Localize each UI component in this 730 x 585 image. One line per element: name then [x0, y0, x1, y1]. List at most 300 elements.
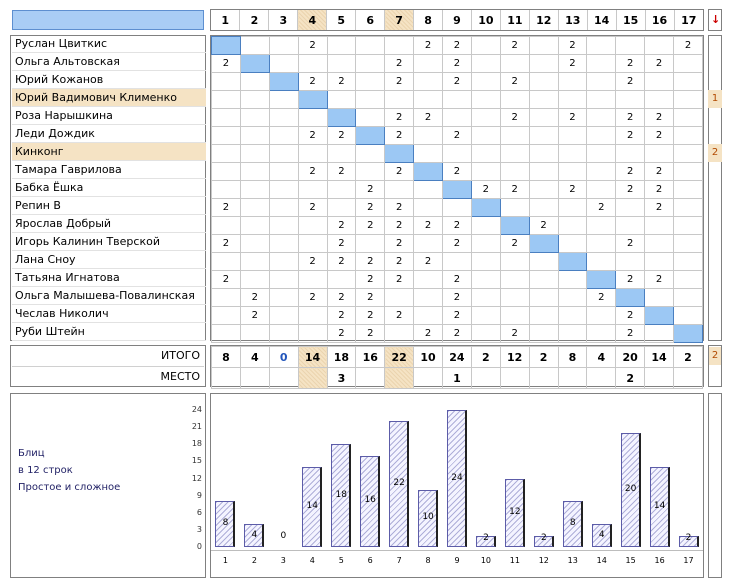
score-cell[interactable] [471, 307, 500, 325]
score-cell[interactable]: 2 [674, 37, 703, 55]
score-cell[interactable] [240, 235, 269, 253]
score-cell[interactable] [212, 145, 241, 163]
score-cell[interactable]: 2 [443, 235, 472, 253]
score-cell[interactable]: 2 [327, 217, 356, 235]
score-cell[interactable] [500, 271, 529, 289]
score-cell[interactable] [327, 199, 356, 217]
score-cell[interactable] [674, 217, 703, 235]
score-cell[interactable] [587, 235, 616, 253]
score-cell[interactable] [269, 37, 298, 55]
score-cell[interactable] [269, 109, 298, 127]
score-cell[interactable]: 2 [356, 289, 385, 307]
score-cell[interactable]: 2 [385, 217, 414, 235]
score-cell[interactable] [587, 109, 616, 127]
score-cell[interactable]: 2 [645, 55, 674, 73]
score-cell[interactable]: 2 [212, 235, 241, 253]
score-cell[interactable]: 2 [298, 163, 327, 181]
score-cell[interactable] [327, 271, 356, 289]
score-cell[interactable] [327, 91, 356, 109]
score-cell[interactable] [356, 37, 385, 55]
score-cell[interactable]: 2 [645, 271, 674, 289]
score-cell[interactable] [500, 163, 529, 181]
score-cell[interactable] [385, 91, 414, 109]
diagonal-cell[interactable] [529, 235, 558, 253]
score-cell[interactable] [616, 37, 645, 55]
score-cell[interactable] [587, 73, 616, 91]
score-cell[interactable]: 2 [385, 55, 414, 73]
score-cell[interactable] [529, 109, 558, 127]
diagonal-cell[interactable] [645, 307, 674, 325]
score-cell[interactable]: 2 [443, 73, 472, 91]
score-cell[interactable] [212, 91, 241, 109]
diagonal-cell[interactable] [414, 163, 443, 181]
score-cell[interactable] [500, 307, 529, 325]
score-cell[interactable]: 2 [558, 109, 587, 127]
score-cell[interactable] [414, 235, 443, 253]
score-cell[interactable] [645, 217, 674, 235]
diagonal-cell[interactable] [471, 199, 500, 217]
score-cell[interactable] [529, 181, 558, 199]
score-cell[interactable] [558, 127, 587, 145]
score-cell[interactable] [471, 253, 500, 271]
score-cell[interactable] [212, 109, 241, 127]
score-cell[interactable]: 2 [471, 181, 500, 199]
score-cell[interactable] [471, 109, 500, 127]
score-cell[interactable] [240, 325, 269, 343]
score-cell[interactable]: 2 [385, 127, 414, 145]
score-cell[interactable] [269, 289, 298, 307]
participant-name[interactable]: Тамара Гаврилова [12, 161, 206, 179]
score-cell[interactable]: 2 [356, 253, 385, 271]
score-cell[interactable] [356, 235, 385, 253]
score-cell[interactable] [471, 127, 500, 145]
score-cell[interactable] [674, 55, 703, 73]
score-cell[interactable] [558, 91, 587, 109]
score-cell[interactable]: 2 [443, 55, 472, 73]
score-cell[interactable] [212, 289, 241, 307]
score-cell[interactable] [269, 145, 298, 163]
score-cell[interactable]: 2 [212, 199, 241, 217]
column-header[interactable]: 6 [356, 10, 385, 30]
participant-name[interactable]: Юрий Кожанов [12, 71, 206, 89]
score-cell[interactable]: 2 [558, 181, 587, 199]
score-cell[interactable] [587, 217, 616, 235]
score-cell[interactable] [587, 37, 616, 55]
score-cell[interactable]: 2 [298, 37, 327, 55]
score-cell[interactable] [558, 235, 587, 253]
column-header[interactable]: 2 [240, 10, 269, 30]
column-header[interactable]: 7 [385, 10, 414, 30]
score-cell[interactable]: 2 [414, 325, 443, 343]
score-cell[interactable] [240, 163, 269, 181]
score-cell[interactable]: 2 [443, 325, 472, 343]
score-cell[interactable] [587, 307, 616, 325]
score-cell[interactable] [529, 145, 558, 163]
score-cell[interactable]: 2 [616, 325, 645, 343]
column-header[interactable]: 11 [500, 10, 529, 30]
score-cell[interactable]: 2 [500, 235, 529, 253]
score-cell[interactable] [558, 289, 587, 307]
score-cell[interactable] [240, 271, 269, 289]
score-cell[interactable]: 2 [616, 307, 645, 325]
score-cell[interactable] [212, 307, 241, 325]
score-cell[interactable] [645, 145, 674, 163]
score-cell[interactable] [240, 73, 269, 91]
score-cell[interactable] [240, 109, 269, 127]
score-cell[interactable] [356, 91, 385, 109]
score-cell[interactable] [269, 271, 298, 289]
score-cell[interactable] [414, 91, 443, 109]
score-cell[interactable] [674, 145, 703, 163]
score-cell[interactable]: 2 [616, 55, 645, 73]
score-cell[interactable] [356, 163, 385, 181]
column-header[interactable]: 9 [443, 10, 472, 30]
column-header[interactable]: 12 [529, 10, 558, 30]
diagonal-cell[interactable] [212, 37, 241, 55]
score-cell[interactable]: 2 [443, 127, 472, 145]
score-cell[interactable] [616, 91, 645, 109]
score-cell[interactable] [298, 307, 327, 325]
score-cell[interactable] [212, 181, 241, 199]
score-cell[interactable]: 2 [298, 73, 327, 91]
diagonal-cell[interactable] [500, 217, 529, 235]
score-cell[interactable] [529, 55, 558, 73]
participant-name[interactable]: Бабка Ёшка [12, 179, 206, 197]
score-cell[interactable] [500, 253, 529, 271]
score-cell[interactable] [414, 199, 443, 217]
score-cell[interactable] [269, 199, 298, 217]
score-cell[interactable]: 2 [616, 271, 645, 289]
score-cell[interactable] [240, 181, 269, 199]
arrow-down-icon[interactable]: ↓ [711, 13, 721, 26]
score-cell[interactable] [645, 235, 674, 253]
participant-name[interactable]: Игорь Калинин Тверской [12, 233, 206, 251]
score-cell[interactable] [500, 91, 529, 109]
score-cell[interactable]: 2 [645, 199, 674, 217]
diagonal-cell[interactable] [558, 253, 587, 271]
score-cell[interactable] [269, 163, 298, 181]
column-header[interactable]: 17 [674, 10, 703, 30]
participant-name[interactable]: Ольга Малышева-Повалинская [12, 287, 206, 305]
score-cell[interactable] [212, 253, 241, 271]
score-cell[interactable] [298, 217, 327, 235]
score-cell[interactable] [529, 199, 558, 217]
score-cell[interactable] [558, 307, 587, 325]
score-cell[interactable] [269, 325, 298, 343]
score-cell[interactable] [443, 109, 472, 127]
score-cell[interactable] [269, 55, 298, 73]
score-cell[interactable] [327, 181, 356, 199]
diagonal-cell[interactable] [240, 55, 269, 73]
score-cell[interactable]: 2 [616, 181, 645, 199]
participant-name[interactable]: Роза Нарышкина [12, 107, 206, 125]
score-cell[interactable] [558, 217, 587, 235]
score-cell[interactable] [240, 145, 269, 163]
score-cell[interactable] [356, 109, 385, 127]
score-cell[interactable] [645, 37, 674, 55]
score-cell[interactable]: 2 [587, 199, 616, 217]
score-cell[interactable] [558, 163, 587, 181]
score-cell[interactable] [385, 325, 414, 343]
score-cell[interactable]: 2 [645, 109, 674, 127]
score-cell[interactable] [414, 73, 443, 91]
score-cell[interactable] [443, 253, 472, 271]
score-cell[interactable] [587, 163, 616, 181]
score-cell[interactable] [414, 307, 443, 325]
score-cell[interactable] [645, 91, 674, 109]
score-cell[interactable]: 2 [356, 181, 385, 199]
score-cell[interactable]: 2 [443, 271, 472, 289]
score-cell[interactable] [616, 217, 645, 235]
score-cell[interactable]: 2 [616, 127, 645, 145]
score-cell[interactable] [327, 37, 356, 55]
score-cell[interactable]: 2 [298, 199, 327, 217]
participant-name[interactable]: Юрий Вадимович Клименко [12, 89, 206, 107]
score-cell[interactable] [674, 289, 703, 307]
diagonal-cell[interactable] [269, 73, 298, 91]
column-header[interactable]: 1 [221, 13, 230, 27]
score-cell[interactable]: 2 [327, 73, 356, 91]
score-cell[interactable] [674, 73, 703, 91]
diagonal-cell[interactable] [327, 109, 356, 127]
score-cell[interactable] [240, 199, 269, 217]
score-cell[interactable]: 2 [443, 163, 472, 181]
score-cell[interactable] [471, 145, 500, 163]
score-cell[interactable] [674, 307, 703, 325]
score-cell[interactable] [414, 127, 443, 145]
diagonal-cell[interactable] [356, 127, 385, 145]
score-cell[interactable] [269, 181, 298, 199]
column-header[interactable]: 5 [327, 10, 356, 30]
score-cell[interactable] [240, 37, 269, 55]
score-cell[interactable] [616, 199, 645, 217]
score-cell[interactable] [587, 253, 616, 271]
score-cell[interactable] [529, 163, 558, 181]
score-cell[interactable]: 2 [356, 325, 385, 343]
diagonal-cell[interactable] [674, 325, 703, 343]
score-cell[interactable] [443, 91, 472, 109]
score-cell[interactable] [414, 181, 443, 199]
score-cell[interactable] [558, 271, 587, 289]
score-cell[interactable]: 2 [327, 127, 356, 145]
score-cell[interactable] [385, 37, 414, 55]
score-cell[interactable]: 2 [385, 235, 414, 253]
score-cell[interactable]: 2 [558, 37, 587, 55]
score-cell[interactable] [471, 55, 500, 73]
score-cell[interactable] [269, 235, 298, 253]
score-cell[interactable]: 2 [443, 307, 472, 325]
participant-name[interactable]: Лана Сноу [12, 251, 206, 269]
score-cell[interactable] [327, 55, 356, 73]
score-cell[interactable] [529, 91, 558, 109]
participant-name[interactable]: Чеслав Николич [12, 305, 206, 323]
score-cell[interactable] [356, 55, 385, 73]
score-cell[interactable] [298, 145, 327, 163]
score-cell[interactable] [500, 199, 529, 217]
score-cell[interactable]: 2 [616, 163, 645, 181]
score-cell[interactable]: 2 [443, 217, 472, 235]
score-cell[interactable] [529, 253, 558, 271]
score-cell[interactable]: 2 [385, 163, 414, 181]
score-cell[interactable]: 2 [356, 271, 385, 289]
score-cell[interactable] [471, 325, 500, 343]
score-cell[interactable] [240, 253, 269, 271]
score-cell[interactable]: 2 [500, 109, 529, 127]
score-cell[interactable] [298, 235, 327, 253]
score-cell[interactable] [616, 145, 645, 163]
column-header[interactable]: 16 [645, 10, 674, 30]
score-cell[interactable] [674, 253, 703, 271]
score-cell[interactable] [269, 217, 298, 235]
score-cell[interactable] [414, 55, 443, 73]
score-cell[interactable] [674, 91, 703, 109]
column-header[interactable]: 8 [414, 10, 443, 30]
score-cell[interactable] [443, 145, 472, 163]
score-cell[interactable] [471, 37, 500, 55]
score-cell[interactable] [558, 325, 587, 343]
score-cell[interactable]: 2 [298, 127, 327, 145]
score-cell[interactable]: 2 [385, 253, 414, 271]
column-header[interactable]: 13 [558, 10, 587, 30]
score-cell[interactable] [674, 127, 703, 145]
score-cell[interactable]: 2 [645, 163, 674, 181]
score-cell[interactable] [674, 235, 703, 253]
score-cell[interactable]: 2 [327, 307, 356, 325]
score-cell[interactable] [500, 127, 529, 145]
score-cell[interactable] [443, 199, 472, 217]
score-cell[interactable] [500, 289, 529, 307]
score-cell[interactable]: 2 [327, 289, 356, 307]
score-cell[interactable]: 2 [240, 307, 269, 325]
score-cell[interactable] [471, 235, 500, 253]
score-cell[interactable] [298, 325, 327, 343]
participant-name[interactable]: Леди Дождик [12, 125, 206, 143]
score-cell[interactable] [269, 253, 298, 271]
column-header[interactable]: 10 [471, 10, 500, 30]
score-cell[interactable]: 2 [385, 307, 414, 325]
score-cell[interactable] [645, 289, 674, 307]
score-cell[interactable] [471, 289, 500, 307]
score-cell[interactable] [587, 91, 616, 109]
column-header[interactable]: 4 [298, 10, 327, 30]
score-cell[interactable] [616, 253, 645, 271]
score-cell[interactable]: 2 [616, 73, 645, 91]
score-cell[interactable] [298, 109, 327, 127]
score-cell[interactable] [529, 37, 558, 55]
score-cell[interactable] [471, 163, 500, 181]
participant-name[interactable]: Татьяна Игнатова [12, 269, 206, 287]
score-cell[interactable] [558, 73, 587, 91]
score-cell[interactable]: 2 [385, 271, 414, 289]
score-cell[interactable]: 2 [212, 55, 241, 73]
score-cell[interactable]: 2 [327, 325, 356, 343]
score-cell[interactable]: 2 [443, 37, 472, 55]
score-cell[interactable] [327, 145, 356, 163]
score-cell[interactable] [414, 271, 443, 289]
score-cell[interactable]: 2 [356, 217, 385, 235]
score-cell[interactable]: 2 [298, 289, 327, 307]
score-cell[interactable] [298, 271, 327, 289]
score-cell[interactable] [500, 145, 529, 163]
score-cell[interactable] [240, 217, 269, 235]
score-cell[interactable]: 2 [500, 181, 529, 199]
score-cell[interactable]: 2 [414, 217, 443, 235]
score-cell[interactable] [471, 217, 500, 235]
diagonal-cell[interactable] [298, 91, 327, 109]
score-cell[interactable]: 2 [414, 253, 443, 271]
score-cell[interactable] [240, 91, 269, 109]
score-cell[interactable] [240, 127, 269, 145]
score-cell[interactable]: 2 [385, 73, 414, 91]
diagonal-cell[interactable] [616, 289, 645, 307]
score-cell[interactable]: 2 [443, 289, 472, 307]
participant-name[interactable]: Руби Штейн [12, 323, 206, 341]
score-cell[interactable]: 2 [385, 109, 414, 127]
score-cell[interactable] [414, 289, 443, 307]
participant-name[interactable]: Ольга Альтовская [12, 53, 206, 71]
score-cell[interactable] [587, 325, 616, 343]
score-cell[interactable] [529, 289, 558, 307]
score-cell[interactable]: 2 [587, 289, 616, 307]
score-cell[interactable] [471, 73, 500, 91]
score-cell[interactable]: 2 [327, 163, 356, 181]
participant-name[interactable]: Ярослав Добрый [12, 215, 206, 233]
score-cell[interactable]: 2 [212, 271, 241, 289]
score-cell[interactable] [529, 307, 558, 325]
score-cell[interactable] [587, 127, 616, 145]
column-header[interactable]: 15 [616, 10, 645, 30]
column-header[interactable]: 14 [587, 10, 616, 30]
score-cell[interactable] [674, 199, 703, 217]
score-cell[interactable] [269, 127, 298, 145]
score-cell[interactable] [298, 181, 327, 199]
score-cell[interactable] [529, 127, 558, 145]
score-cell[interactable]: 2 [298, 253, 327, 271]
column-header[interactable]: 3 [269, 10, 298, 30]
score-cell[interactable] [356, 73, 385, 91]
score-cell[interactable] [385, 181, 414, 199]
score-cell[interactable]: 2 [385, 199, 414, 217]
score-cell[interactable]: 2 [414, 37, 443, 55]
score-cell[interactable] [587, 181, 616, 199]
score-cell[interactable]: 2 [500, 73, 529, 91]
score-cell[interactable] [674, 109, 703, 127]
score-cell[interactable] [212, 127, 241, 145]
score-cell[interactable] [529, 73, 558, 91]
score-cell[interactable] [471, 271, 500, 289]
score-cell[interactable] [674, 271, 703, 289]
score-cell[interactable] [645, 253, 674, 271]
score-cell[interactable] [269, 307, 298, 325]
diagonal-cell[interactable] [587, 271, 616, 289]
score-cell[interactable] [269, 91, 298, 109]
score-cell[interactable]: 2 [414, 109, 443, 127]
score-cell[interactable] [414, 145, 443, 163]
diagonal-cell[interactable] [385, 145, 414, 163]
sort-arrow-box[interactable] [708, 9, 722, 31]
score-cell[interactable] [587, 55, 616, 73]
score-cell[interactable]: 2 [356, 199, 385, 217]
score-cell[interactable] [674, 181, 703, 199]
score-cell[interactable]: 2 [500, 37, 529, 55]
score-cell[interactable] [471, 91, 500, 109]
score-cell[interactable]: 2 [240, 289, 269, 307]
score-cell[interactable] [645, 325, 674, 343]
score-cell[interactable] [356, 145, 385, 163]
score-cell[interactable]: 2 [645, 181, 674, 199]
score-cell[interactable] [587, 145, 616, 163]
score-cell[interactable] [500, 55, 529, 73]
